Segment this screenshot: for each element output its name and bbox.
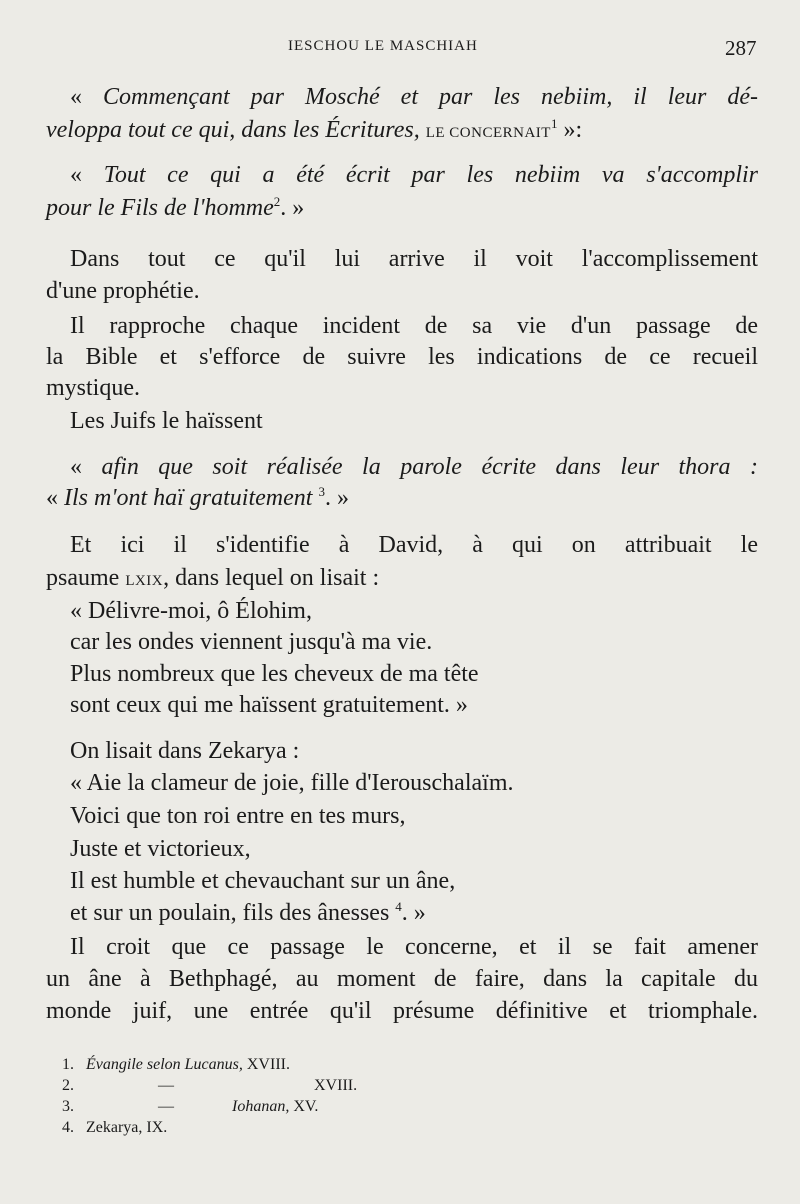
small-caps-text: LXIX	[125, 573, 164, 589]
quote-line	[46, 483, 349, 513]
text-line: d'une prophétie.	[46, 278, 200, 304]
verse-line: Juste et victorieux,	[70, 836, 251, 862]
footnote-roman: XVIII.	[314, 1077, 358, 1094]
footnote-roman: XVIII.	[242, 1056, 290, 1073]
quote-text: pour le Fils de l'homme	[46, 195, 274, 221]
verse-line: car les ondes viennent jusqu'à ma vie.	[70, 629, 433, 655]
text-line: Les Juifs le haïssent	[70, 408, 263, 434]
footnote-ref: 3	[318, 484, 325, 499]
quote-text: Commençant par Mosché et par les nebiim, il leur dé-	[103, 84, 759, 110]
quote-line	[70, 452, 758, 482]
verse-line: « Aie la clameur de joie, fille d'Ierouschalaïm.	[70, 770, 514, 796]
footnote-italic: Évangile selon Lucanus,	[86, 1056, 243, 1073]
quote-text: Tout ce qui a été écrit par les nebiim va s'accomplir	[103, 162, 759, 188]
footnote-text	[86, 1054, 290, 1075]
quote-mark: . »	[401, 900, 426, 926]
running-title: IESCHOU LE MASCHIAH	[288, 38, 478, 54]
page-header	[0, 36, 800, 66]
quote-text: veloppa tout ce qui, dans les Écritures,	[46, 117, 420, 143]
quote-text: afin que soit réalisée la parole écrite dans leur thora :	[101, 454, 758, 480]
quote-text: Ils m'ont haï gratuitement	[64, 485, 313, 511]
verse-line: Voici que ton roi entre en tes murs,	[70, 803, 406, 829]
quote-mark: «	[70, 84, 104, 110]
footnote-number: 4.	[62, 1119, 74, 1136]
footnote-italic: Iohanan,	[232, 1098, 290, 1115]
footnote-ref: 4	[395, 899, 402, 914]
text-line: Il rapproche chaque incident de sa vie d'un passage de	[70, 313, 758, 339]
quote-mark: «	[70, 454, 102, 480]
footnote-number: 3.	[62, 1098, 74, 1115]
page-number: 287	[725, 36, 757, 60]
verse-text: et sur un poulain, fils des ânesses	[70, 900, 390, 926]
text-line: On lisait dans Zekarya :	[70, 738, 300, 764]
verse-line: « Délivre-moi, ô Élohim,	[70, 598, 312, 624]
text: psaume	[46, 565, 120, 591]
text-line: Dans tout ce qu'il lui arrive il voit l'accomplissement	[70, 246, 758, 272]
verse-line	[70, 898, 426, 928]
small-caps-text: LE CONCERNAIT	[425, 125, 551, 141]
text: , dans lequel on lisait :	[163, 565, 380, 591]
quote-mark: «	[46, 485, 64, 511]
quote-mark: «	[70, 162, 104, 188]
text-line	[46, 563, 379, 596]
text-line: monde juif, une entrée qu'il présume définitive et triomphale.	[46, 998, 758, 1024]
quote-line	[46, 193, 304, 223]
footnote-number: 1.	[62, 1056, 74, 1073]
text-line: Et ici il s'identifie à David, à qui on attribuait le	[70, 532, 758, 558]
ditto-dash: —	[158, 1098, 174, 1115]
quote-line	[70, 82, 758, 112]
quote-line	[70, 160, 758, 190]
verse-line: sont ceux qui me haïssent gratuitement. »	[70, 692, 468, 718]
quote-mark: »:	[557, 117, 583, 143]
verse-line: Plus nombreux que les cheveux de ma tête	[70, 661, 479, 687]
text-line: Il croit que ce passage le concerne, et il se fait amener	[70, 934, 758, 960]
verse-line: Il est humble et chevauchant sur un âne,	[70, 868, 456, 894]
text-line: mystique.	[46, 375, 140, 401]
footnote-number: 2.	[62, 1077, 74, 1094]
ditto-dash: —	[158, 1077, 174, 1094]
footnote-roman: Zekarya, IX.	[86, 1119, 168, 1136]
quote-mark: . »	[280, 195, 305, 221]
footnote-text	[232, 1096, 318, 1117]
text-line: un âne à Bethphagé, au moment de faire, dans la capitale du	[46, 966, 758, 992]
quote-line	[46, 115, 582, 148]
footnote-ref: 1	[550, 116, 558, 131]
footnote-roman: XV.	[289, 1098, 319, 1115]
footnote-ref: 2	[273, 194, 281, 209]
quote-mark: . »	[324, 485, 349, 511]
text-line: la Bible et s'efforce de suivre les indications de ce recueil	[46, 344, 758, 370]
